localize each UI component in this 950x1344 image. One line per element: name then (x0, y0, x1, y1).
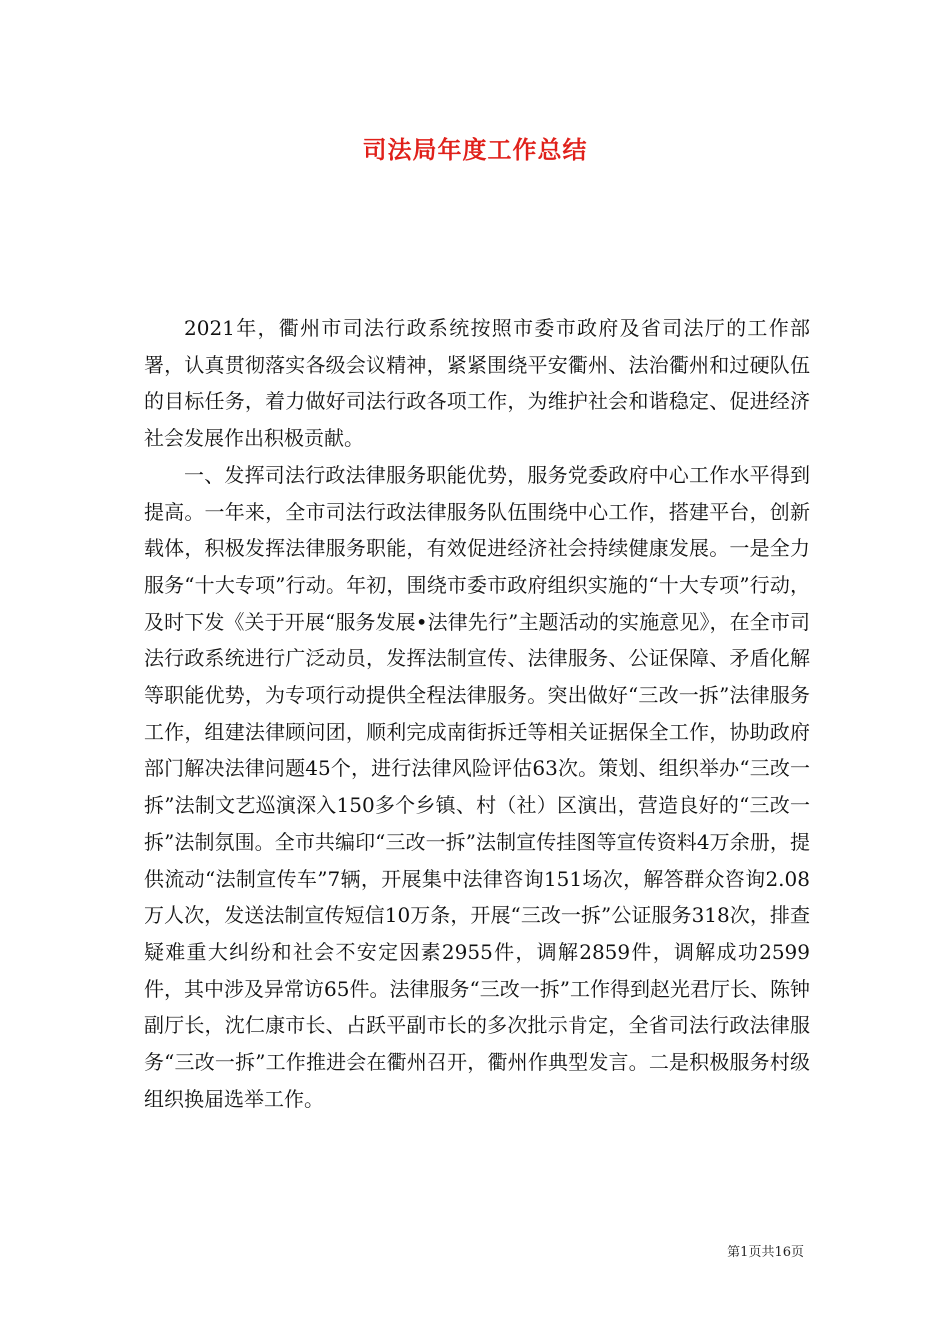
page-number: 第1页共16页 (727, 1245, 804, 1260)
paragraph-intro: 2021年，衢州市司法行政系统按照市委市政府及省司法厅的工作部署，认真贯彻落实各级会议精神，紧紧围绕平安衢州、法治衢州和过硬队伍的目标任务，着力做好司法行政各项工作，为维护社会和谐稳定、促进经济社会发展作出积极贡献。 (144, 316, 810, 451)
document-title: 司法局年度工作总结 (362, 135, 588, 164)
document-body (144, 310, 810, 1117)
paragraph-section-one: 一、发挥司法行政法律服务职能优势，服务党委政府中心工作水平得到提高。一年来，全市司法行政法律服务队伍围绕中心工作，搭建平台，创新载体，积极发挥法律服务职能，有效促进经济社会持续健康发展。一是全力服务“十大专项”行动。年初，围绕市委市政府组织实施的“十大专项”行动，及时下发《关于开展“服务发展•法律先行”主题活动的实施意见》，在全市司法行政系统进行广泛动员，发挥法制宣传、法律服务、公证保障、矛盾化解等职能优势，为专项行动提供全程法律服务。突出做好“三改一拆”法律服务工作，组建法律顾问团，顺利完成南街拆迁等相关证据保全工作，协助政府部门解决法律问题45个，进行法律风险评估63次。策划、组织举办“三改一拆”法制文艺巡演深入150多个乡镇、村（社）区演出，营造良好的“三改一拆”法制氛围。全市共编印“三改一拆”法制宣传挂图等宣传资料4万余册，提供流动“法制宣传车”7辆，开展集中法律咨询151场次，解答群众咨询2.08万人次，发送法制宣传短信10万条，开展“三改一拆”公证服务318次，排查疑难重大纠纷和社会不安定因素2955件，调解2859件，调解成功2599件，其中涉及异常访65件。法律服务“三改一拆”工作得到赵光君厅长、陈钟副厅长，沈仁康市长、占跃平副市长的多次批示肯定，全省司法行政法律服务“三改一拆”工作推进会在衢州召开，衢州作典型发言。二是积极服务村级组织换届选举工作。 (144, 462, 810, 1111)
